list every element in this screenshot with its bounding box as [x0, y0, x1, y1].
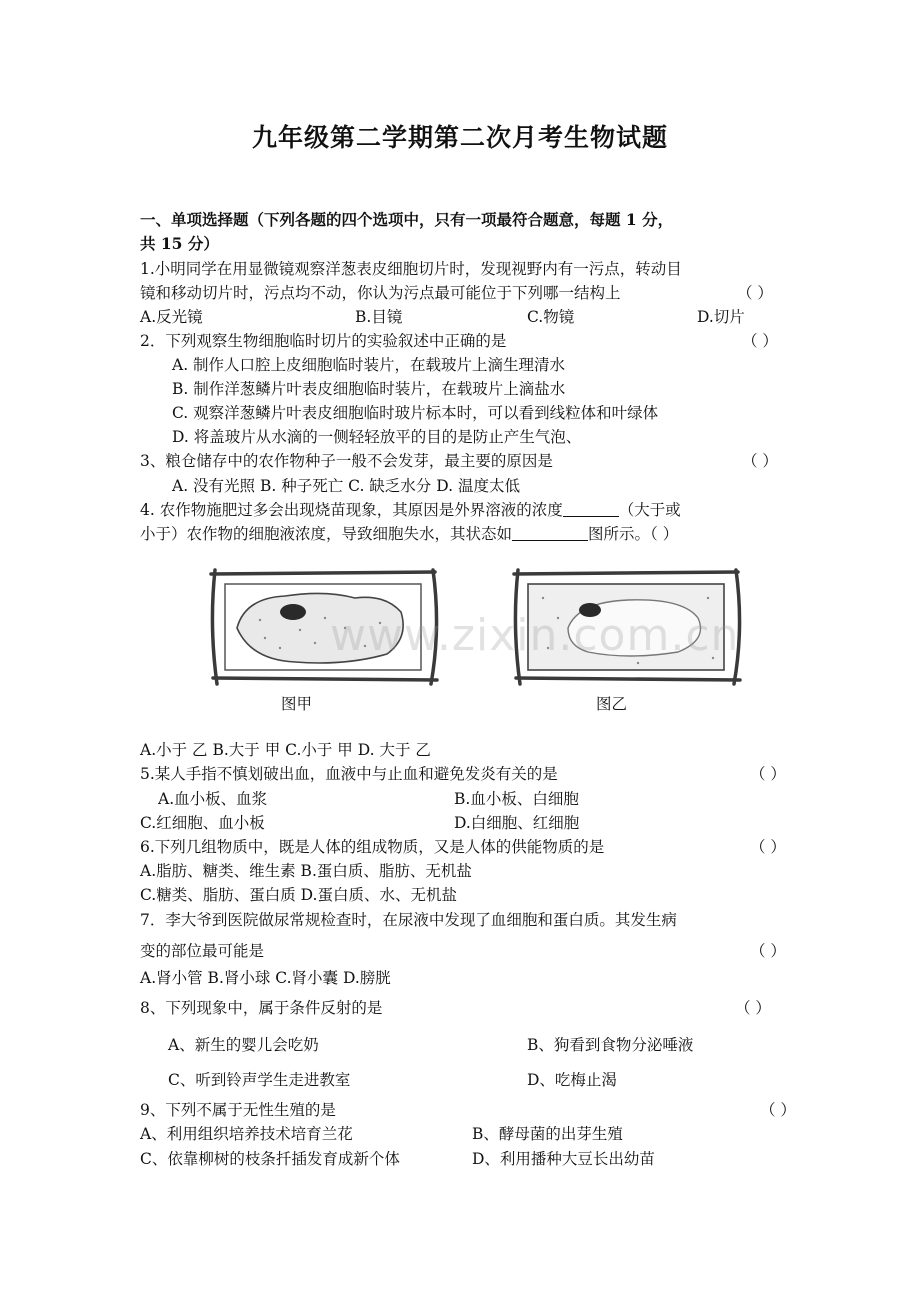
- q1-answer-paren: （ ）: [737, 284, 773, 302]
- q7-options: A.肾小管 B.肾小球 C.肾小囊 D.膀胱: [140, 969, 391, 987]
- section-heading: 一、单项选择题（下列各题的四个选项中，只有一项最符合题意，每题 1 分，: [140, 210, 674, 229]
- q8-option-a: A、新生的婴儿会吃奶: [168, 1036, 319, 1054]
- q7-stem: 7．李大爷到医院做尿常规检查时，在尿液中发现了血细胞和蛋白质。其发生病: [140, 911, 677, 929]
- cell-wall-left: [212, 570, 217, 684]
- nucleus: [280, 604, 306, 620]
- q4-stem: [140, 500, 681, 520]
- q5-option-d: D.白细胞、红细胞: [454, 814, 580, 832]
- q4-blank-2[interactable]: [512, 524, 588, 541]
- q4-blank-1[interactable]: [563, 500, 619, 517]
- cell-wall-bottom: [516, 678, 740, 680]
- q2-stem: 2．下列观察生物细胞临时切片的实验叙述中正确的是: [140, 332, 507, 350]
- q8-option-b: B、狗看到食物分泌唾液: [527, 1036, 694, 1054]
- q4-stem-part4: 图所示。（ ）: [588, 525, 679, 543]
- cell-wall-top: [211, 572, 435, 574]
- q6-options-ab: A.脂肪、糖类、维生素 B.蛋白质、脂肪、无机盐: [140, 862, 472, 880]
- q6-options-cd: C.糖类、脂肪、蛋白质 D.蛋白质、水、无机盐: [140, 886, 457, 904]
- section-heading-cont: 共 15 分）: [140, 234, 219, 253]
- q6-stem: 6.下列几组物质中，既是人体的组成物质，又是人体的供能物质的是: [140, 838, 605, 856]
- q1-option-b: B.目镜: [355, 308, 403, 326]
- q4-stem-cont: [140, 524, 678, 544]
- q2-option-a: A. 制作人口腔上皮细胞临时装片，在载玻片上滴生理清水: [172, 356, 566, 374]
- q7-stem-cont: 变的部位最可能是: [140, 942, 265, 960]
- q4-stem-part1: 4. 农作物施肥过多会出现烧苗现象，其原因是外界溶液的浓度: [140, 501, 563, 519]
- q8-option-d: D、吃梅止渴: [527, 1071, 617, 1089]
- q3-options: A. 没有光照 B. 种子死亡 C. 缺乏水分 D. 温度太低: [172, 477, 520, 495]
- watermark: www.zixin.com.cn: [330, 610, 740, 661]
- q3-answer-paren: （ ）: [742, 452, 778, 470]
- q5-option-a: A.血小板、血浆: [158, 790, 268, 808]
- figure-a-caption: 图甲: [281, 695, 313, 713]
- q4-options: A.小于 乙 B.大于 甲 C.小于 甲 D. 大于 乙: [140, 741, 431, 759]
- q9-option-b: B、酵母菌的出芽生殖: [472, 1125, 623, 1143]
- q5-stem: 5.某人手指不慎划破出血，血液中与止血和避免发炎有关的是: [140, 765, 558, 783]
- q9-stem: 9、下列不属于无性生殖的是: [140, 1101, 336, 1119]
- q1-stem-cont: 镜和移动切片时，污点均不动，你认为污点最可能位于下列哪一结构上: [140, 284, 621, 302]
- q5-answer-paren: （ ）: [750, 765, 786, 783]
- q8-answer-paren: （ ）: [735, 999, 771, 1017]
- q4-stem-part3: 小于）农作物的细胞液浓度，导致细胞失水，其状态如: [140, 525, 513, 543]
- q3-stem: 3、粮仓储存中的农作物种子一般不会发芽，最主要的原因是: [140, 452, 553, 470]
- figure-b-caption: 图乙: [596, 695, 628, 713]
- q2-option-b: B. 制作洋葱鳞片叶表皮细胞临时装片，在载玻片上滴盐水: [172, 380, 566, 398]
- q4-stem-part2: （大于或: [618, 501, 681, 519]
- q2-option-c: C. 观察洋葱鳞片叶表皮细胞临时玻片标本时，可以看到线粒体和叶绿体: [172, 404, 659, 422]
- q1-option-c: C.物镜: [527, 308, 575, 326]
- q8-option-c: C、听到铃声学生走进教室: [168, 1071, 351, 1089]
- q9-option-a: A、利用组织培养技术培育兰花: [140, 1125, 353, 1143]
- q8-stem: 8、下列现象中，属于条件反射的是: [140, 999, 383, 1017]
- exam-title: 九年级第二学期第二次月考生物试题: [251, 123, 668, 152]
- q1-option-d: D.切片: [697, 308, 745, 326]
- q5-option-c: C.红细胞、血小板: [140, 814, 265, 832]
- q1-stem: 1.小明同学在用显微镜观察洋葱表皮细胞切片时，发现视野内有一污点，转动目: [140, 260, 682, 278]
- q9-option-d: D、利用播种大豆长出幼苗: [472, 1150, 655, 1168]
- q1-option-a: A.反光镜: [140, 308, 203, 326]
- q6-answer-paren: （ ）: [750, 838, 786, 856]
- q2-answer-paren: （ ）: [742, 332, 778, 350]
- q5-option-b: B.血小板、白细胞: [454, 790, 579, 808]
- q7-answer-paren: （ ）: [750, 942, 786, 960]
- cell-wall-top: [514, 572, 738, 574]
- cell-wall-bottom: [213, 678, 437, 680]
- q9-answer-paren: （ ）: [760, 1101, 796, 1119]
- q2-option-d: D. 将盖玻片从水滴的一侧轻轻放平的目的是防止产生气泡、: [172, 428, 582, 446]
- q9-option-c: C、依靠柳树的枝条扦插发育成新个体: [140, 1150, 400, 1168]
